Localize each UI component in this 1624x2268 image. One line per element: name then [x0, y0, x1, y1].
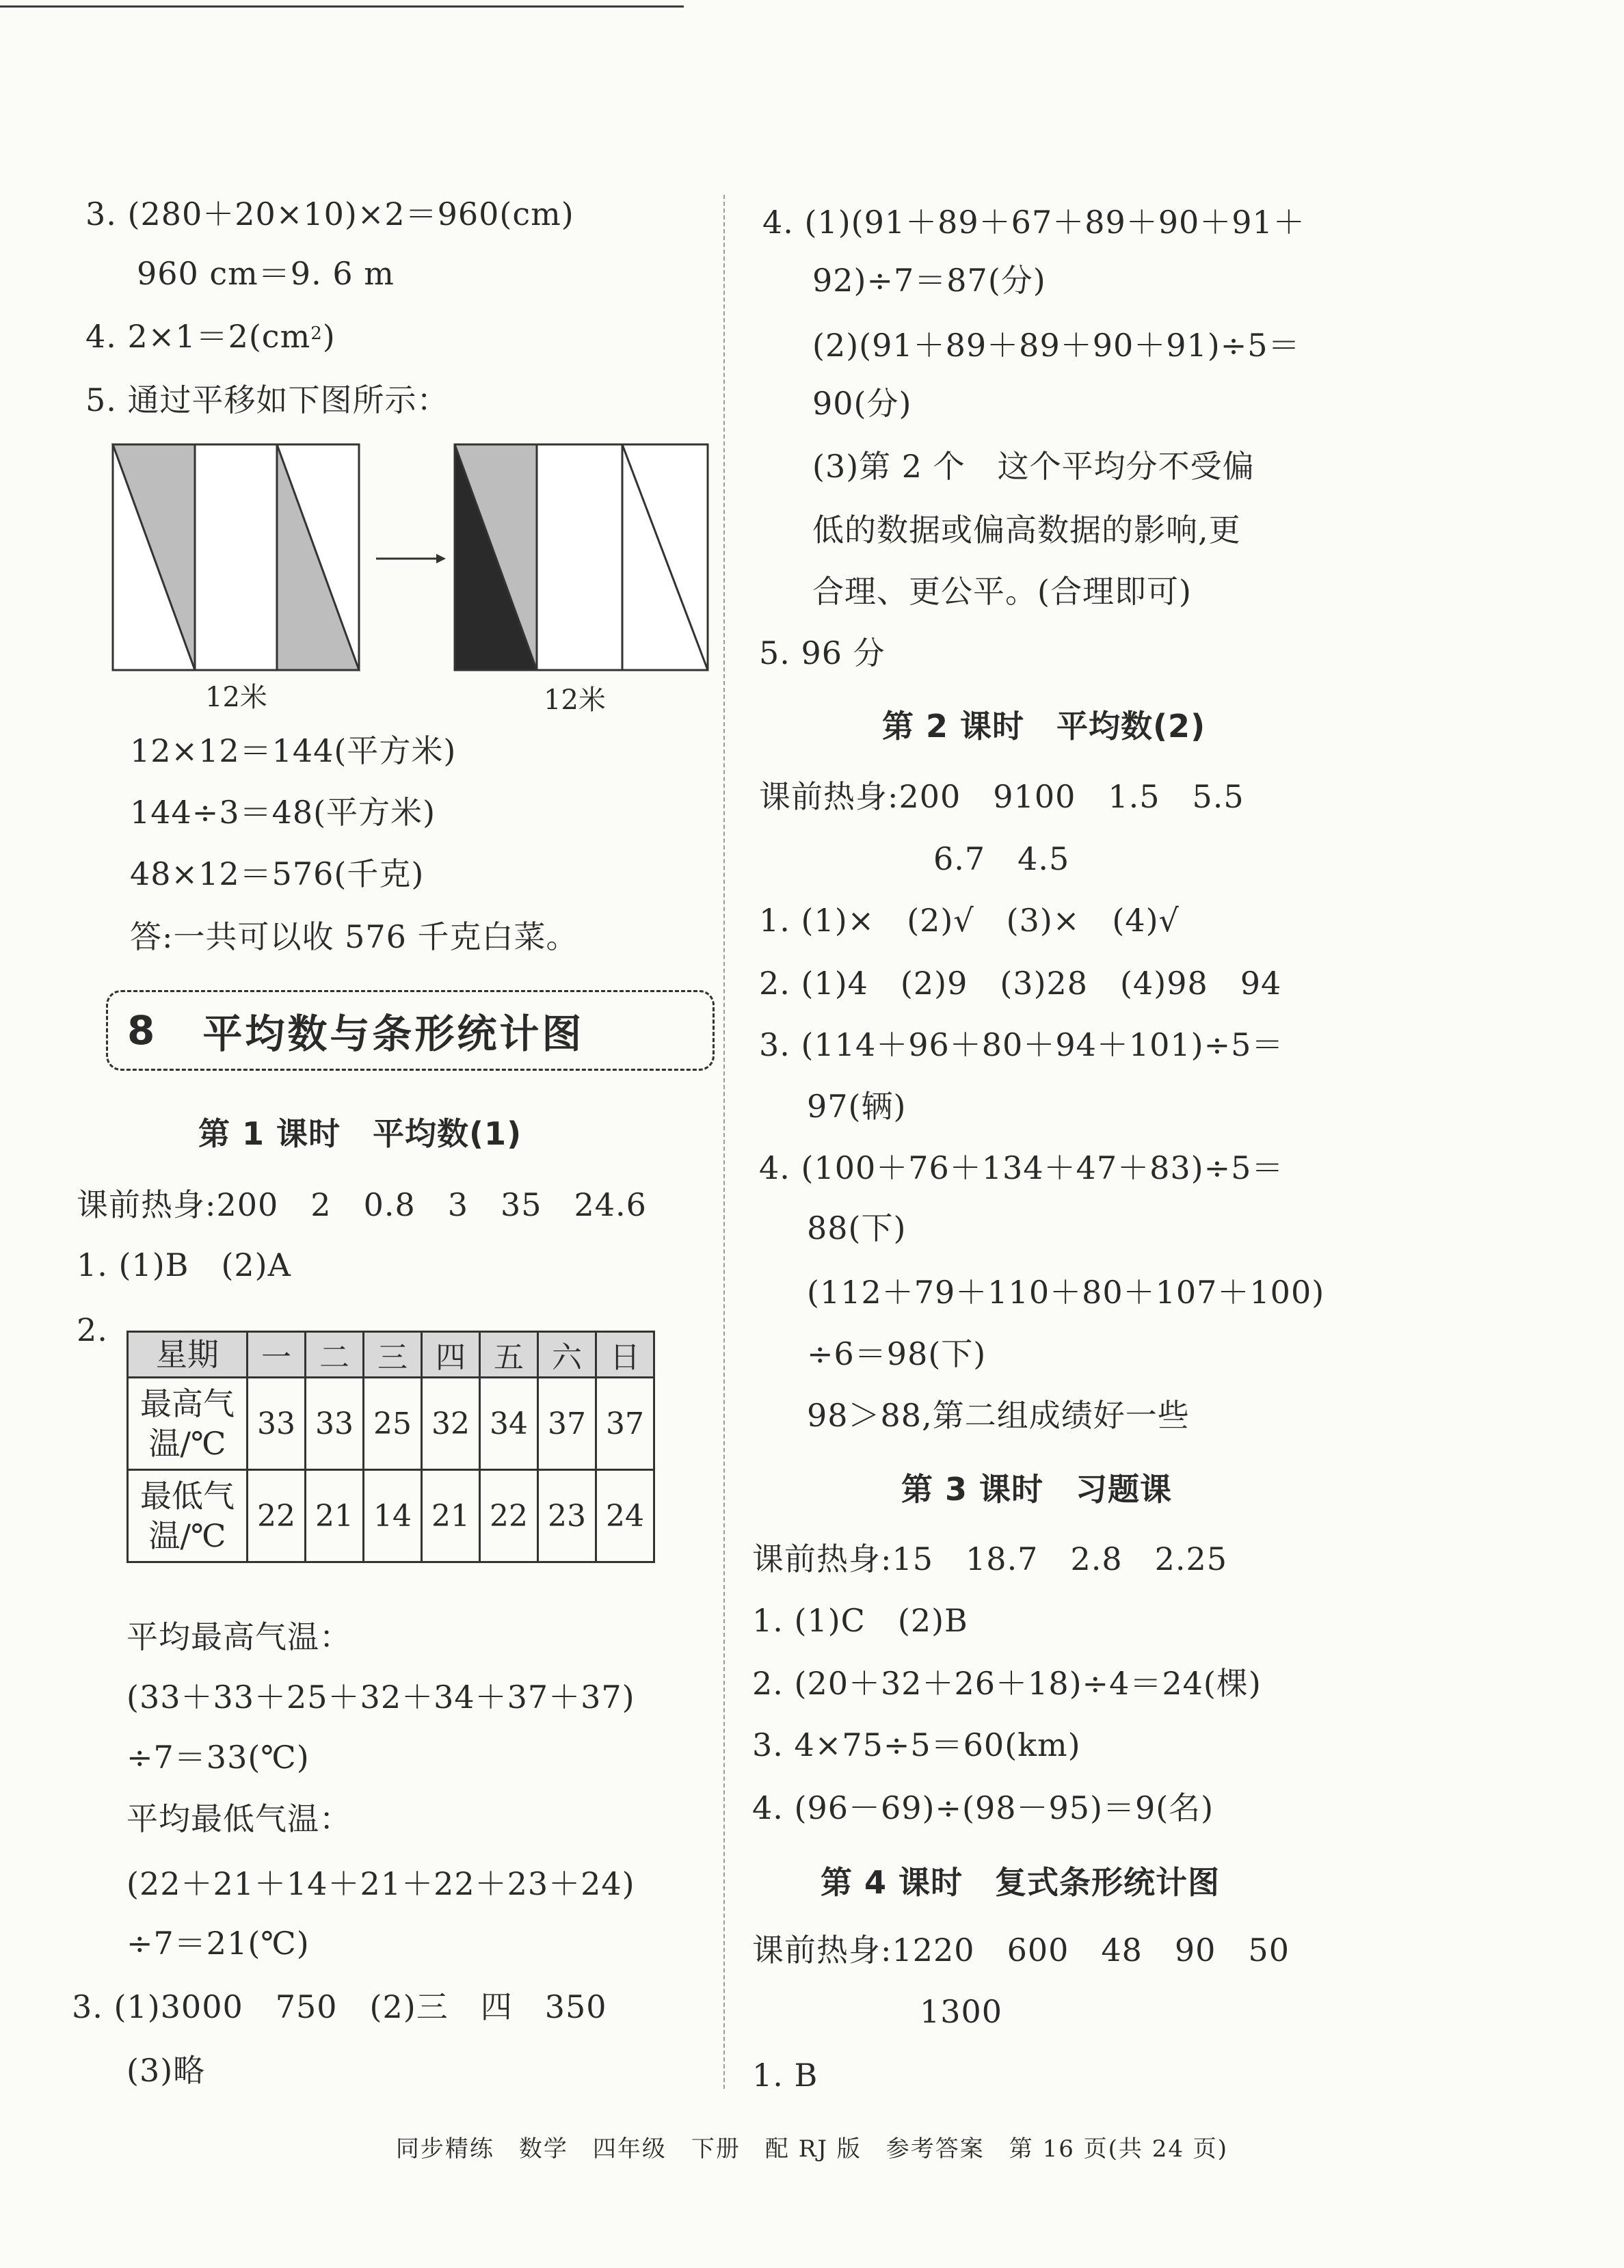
row-label-high: 最高气 温/℃	[128, 1378, 248, 1470]
table-header-cell: 星期	[128, 1332, 248, 1378]
r-answer-4-3-b: 低的数据或偏高数据的影响,更	[812, 511, 1241, 548]
after-translation-rect	[455, 444, 708, 670]
warmup-3: 课前热身:15 18.7 2.8 2.25	[752, 1540, 1228, 1577]
calc-area: 12×12＝144(平方米)	[130, 732, 457, 769]
answer-3-formula: 3. (280＋20×10)×2＝960(cm)	[85, 196, 574, 232]
answer-sentence: 答:一共可以收 576 千克白菜。	[130, 918, 578, 955]
figure-label-left: 12米	[205, 682, 267, 713]
table-header-cell: 三	[364, 1332, 422, 1378]
table-cell: 33	[306, 1378, 364, 1470]
avg-low-result: ÷7＝21(℃)	[127, 1925, 310, 1962]
r-answer-4-2-result: 90(分)	[812, 385, 912, 422]
warmup-1: 课前热身:200 2 0.8 3 35 24.6	[77, 1186, 647, 1223]
table-cell: 34	[480, 1378, 538, 1470]
table-cell: 33	[248, 1378, 306, 1470]
lesson3-q1: 1. (1)C (2)B	[752, 1602, 968, 1639]
warmup-4: 课前热身:1220 600 48 90 50	[752, 1932, 1290, 1969]
calc-weight: 48×12＝576(千克)	[130, 855, 425, 892]
avg-high-formula: (33＋33＋25＋32＋34＋37＋37)	[127, 1679, 635, 1716]
lesson-2-title: 第 2 课时 平均数(2)	[882, 708, 1206, 745]
table-row	[128, 1378, 654, 1470]
lesson2-q2: 2. (1)4 (2)9 (3)28 (4)98 94	[759, 965, 1282, 1002]
lesson2-q4-formula2: (112＋79＋110＋80＋107＋100)	[807, 1274, 1325, 1311]
table-cell: 37	[538, 1378, 596, 1470]
avg-low-formula: (22＋21＋14＋21＋22＋23＋24)	[127, 1865, 635, 1902]
lesson3-q2: 2. (20＋32＋26＋18)÷4＝24(棵)	[752, 1665, 1262, 1702]
table-cell: 14	[364, 1470, 422, 1562]
table-cell: 37	[596, 1378, 654, 1470]
lesson3-q3: 3. 4×75÷5＝60(km)	[752, 1726, 1081, 1763]
q1-answer: 1. (1)B (2)A	[77, 1246, 291, 1283]
translation-figure	[109, 441, 711, 677]
answer-3-conversion: 960 cm＝9. 6 m	[137, 255, 395, 292]
table-cell: 22	[480, 1470, 538, 1562]
table-header-cell: 六	[538, 1332, 596, 1378]
r-answer-4-3-c: 合理、更公平。(合理即可)	[812, 573, 1192, 610]
q3-answer-part3: (3)略	[127, 2052, 206, 2089]
r-answer-4-2: (2)(91＋89＋89＋90＋91)÷5＝	[812, 327, 1301, 364]
table-header-cell: 二	[306, 1332, 364, 1378]
figure-label-right: 12米	[544, 684, 606, 716]
avg-high-title: 平均最高气温：	[127, 1618, 351, 1655]
table-cell: 32	[422, 1378, 480, 1470]
lesson-3-title: 第 3 课时 习题课	[901, 1471, 1173, 1508]
warmup-2: 课前热身:200 9100 1.5 5.5	[759, 778, 1244, 815]
table-header-cell: 日	[596, 1332, 654, 1378]
calc-part: 144÷3＝48(平方米)	[130, 794, 436, 831]
lesson2-q4: 4. (100＋76＋134＋47＋83)÷5＝	[759, 1149, 1284, 1186]
avg-high-result: ÷7＝33(℃)	[127, 1739, 310, 1776]
top-rule	[0, 5, 684, 8]
answer-4: 4. $2\times 1=2(cm^2)$	[85, 318, 336, 355]
q2-label: 2.	[77, 1311, 108, 1348]
table-cell: 21	[306, 1470, 364, 1562]
lesson-4-title: 第 4 课时 复式条形统计图	[821, 1864, 1221, 1901]
before-translation-rect	[113, 444, 359, 670]
r-answer-5: 5. 96 分	[759, 635, 886, 671]
table-cell: 22	[248, 1470, 306, 1562]
lesson2-q3-result: 97(辆)	[807, 1088, 907, 1125]
column-divider	[723, 195, 725, 2089]
r-answer-4-1: 4. (1)(91＋89＋67＋89＋90＋91＋	[762, 204, 1305, 241]
table-cell: 23	[538, 1470, 596, 1562]
lesson-1-title: 第 1 课时 平均数(1)	[198, 1115, 522, 1152]
table-header-cell: 四	[422, 1332, 480, 1378]
table-cell: 25	[364, 1378, 422, 1470]
lesson2-q4-compare: 98＞88,第二组成绩好一些	[807, 1397, 1190, 1434]
warmup-2-cont: 6.7 4.5	[933, 840, 1070, 877]
table-header-cell: 五	[480, 1332, 538, 1378]
table-cell: 21	[422, 1470, 480, 1562]
section-name: 平均数与条形统计图	[202, 1011, 585, 1057]
q3-answer: 3. (1)3000 750 (2)三 四 350	[72, 1988, 607, 2025]
warmup-4-cont: 1300	[920, 1993, 1003, 2030]
lesson4-q1: 1. B	[752, 2057, 818, 2094]
r-answer-4-1-result: 92)÷7＝87(分)	[812, 262, 1046, 299]
table-cell: 24	[596, 1470, 654, 1562]
arrow-icon	[376, 554, 446, 563]
lesson2-q1: 1. (1)× (2)√ (3)× (4)√	[759, 902, 1180, 939]
temperature-table	[127, 1331, 655, 1563]
section-title-box	[106, 990, 715, 1071]
lesson3-q4: 4. (96－69)÷(98－95)＝9(名)	[752, 1789, 1214, 1826]
answer-5-intro: 5. 通过平移如下图所示：	[85, 382, 449, 418]
lesson2-q4-result: 88(下)	[807, 1210, 907, 1246]
lesson2-q4-result2: ÷6＝98(下)	[807, 1335, 987, 1372]
page-footer: 同步精练 数学 四年级 下册 配 RJ 版 参考答案 第 16 页(共 24 页)	[395, 2135, 1229, 2163]
table-row	[128, 1470, 654, 1562]
row-label-low: 最低气 温/℃	[128, 1470, 248, 1562]
avg-low-title: 平均最低气温：	[127, 1800, 351, 1837]
table-header-cell: 一	[248, 1332, 306, 1378]
section-number: 8	[127, 1007, 155, 1054]
lesson2-q3: 3. (114＋96＋80＋94＋101)÷5＝	[759, 1026, 1284, 1063]
r-answer-4-3-a: (3)第 2 个 这个平均分不受偏	[812, 448, 1255, 485]
